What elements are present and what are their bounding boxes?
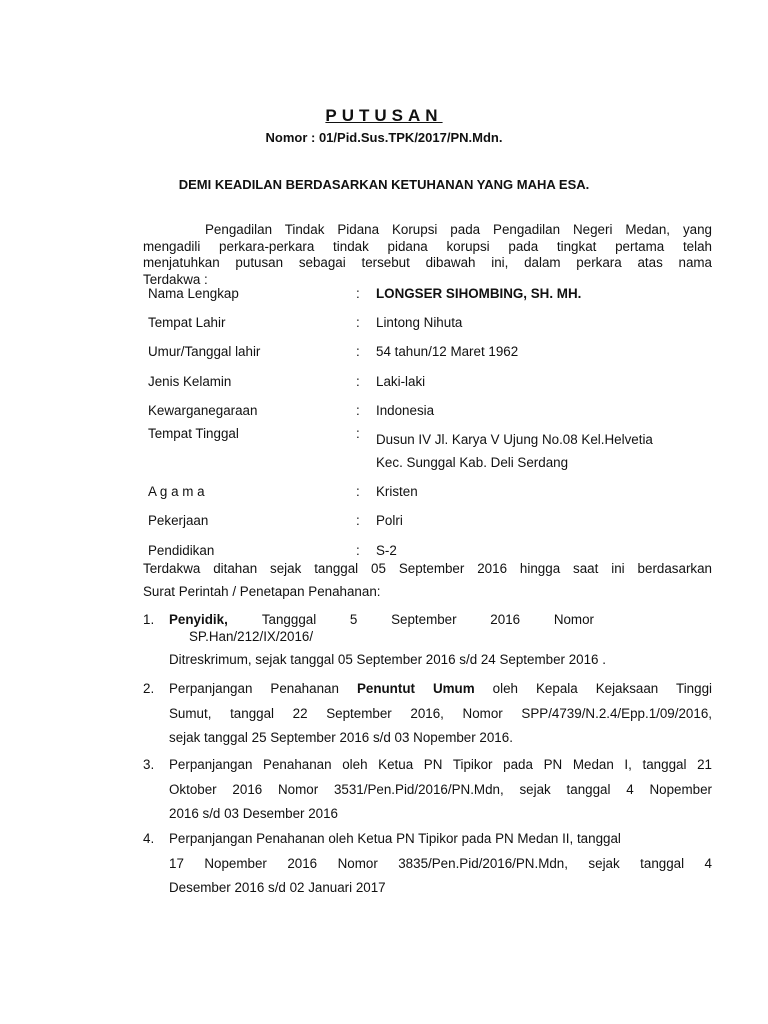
- identity-label-residence: Tempat Tinggal: [148, 426, 239, 441]
- list-item-3-line-3: 2016 s/d 03 Desember 2016: [169, 806, 338, 821]
- list-item-1-line-1: [169, 612, 594, 627]
- identity-value-religion: Kristen: [376, 484, 418, 499]
- list-item-3-line-2: Oktober 2016 Nomor 3531/Pen.Pid/2016/PN.Mdn, sejak tanggal 4 Nopember: [169, 781, 712, 797]
- identity-colon: :: [356, 403, 360, 418]
- identity-colon: :: [356, 513, 360, 528]
- list-item-2-line-3: sejak tanggal 25 September 2016 s/d 03 Nopember 2016.: [169, 730, 513, 745]
- identity-label-birthplace: Tempat Lahir: [148, 315, 226, 330]
- identity-value-nationality: Indonesia: [376, 403, 435, 418]
- identity-colon: :: [356, 315, 360, 330]
- list-item-4: [169, 827, 712, 901]
- list-item-2-post: oleh Kepala Kejaksaan Tinggi: [474, 681, 712, 696]
- list-item-1-line-3: Ditreskrimum, sejak tanggal 05 September 2016 s/d 24 September 2016 .: [169, 652, 606, 667]
- identity-colon: :: [356, 426, 360, 441]
- list-item-2-heading: Penuntut Umum: [356, 681, 475, 696]
- list-item-4-line-2: 17 Nopember 2016 Nomor 3835/Pen.Pid/2016/PN.Mdn, sejak tanggal 4: [169, 855, 712, 871]
- list-item-3: [169, 753, 712, 827]
- identity-value-birthplace: Lintong Nihuta: [376, 315, 463, 330]
- document-title: PUTUSAN: [325, 106, 443, 125]
- list-item-2-pre: Perpanjangan Penahanan: [169, 681, 357, 696]
- intro-line-2: mengadili perkara-perkara tindak pidana korupsi pada tingkat pertama telah: [143, 238, 712, 254]
- identity-label-nationality: Kewarganegaraan: [148, 403, 258, 418]
- identity-label-religion: A g a m a: [148, 484, 205, 499]
- intro-line-3: menjatuhkan putusan sebagai tersebut dibawah ini, dalam perkara atas nama: [143, 255, 712, 270]
- identity-colon: :: [356, 374, 360, 389]
- preamble-heading: DEMI KEADILAN BERDASARKAN KETUHANAN YANG MAHA ESA.: [178, 177, 590, 192]
- detention-line-1: Terdakwa ditahan sejak tanggal 05 September 2016 hingga saat ini berdasarkan: [143, 561, 712, 576]
- identity-label-age: Umur/Tanggal lahir: [148, 344, 261, 359]
- identity-value-name: LONGSER SIHOMBING, SH. MH.: [376, 286, 582, 301]
- list-item-1-heading: Penyidik,: [169, 612, 228, 627]
- list-item-3-line-1: Perpanjangan Penahanan oleh Ketua PN Tipikor pada PN Medan I, tanggal 21: [169, 757, 712, 772]
- identity-value-gender: Laki-laki: [376, 374, 426, 389]
- intro-paragraph: [143, 222, 712, 288]
- list-number: 4.: [143, 831, 155, 846]
- identity-value-occupation: Polri: [376, 513, 403, 528]
- identity-colon: :: [356, 344, 360, 359]
- list-item-4-line-3: Desember 2016 s/d 02 Januari 2017: [169, 880, 386, 895]
- detention-paragraph: [143, 557, 712, 603]
- list-number: 3.: [143, 757, 155, 772]
- detention-line-2: Surat Perintah / Penetapan Penahanan:: [143, 584, 381, 599]
- list-item-4-line-1: Perpanjangan Penahanan oleh Ketua PN Tipikor pada PN Medan II, tanggal: [169, 831, 621, 846]
- list-number: 2.: [143, 681, 155, 696]
- identity-value-age: 54 tahun/12 Maret 1962: [376, 344, 519, 359]
- list-item-2-line-2: Sumut, tanggal 22 September 2016, Nomor SPP/4739/N.2.4/Epp.1/09/2016,: [169, 705, 712, 721]
- list-number: 1.: [143, 612, 155, 627]
- list-item-1-line-2: SP.Han/212/IX/2016/: [189, 629, 314, 644]
- identity-label-gender: Jenis Kelamin: [148, 374, 232, 389]
- intro-line-4: Terdakwa :: [143, 271, 208, 287]
- identity-value-residence: Dusun IV Jl. Karya V Ujung No.08 Kel.Helvetia: [376, 432, 653, 447]
- identity-colon: :: [356, 286, 360, 301]
- identity-value-residence-2: Kec. Sunggal Kab. Deli Serdang: [376, 455, 569, 470]
- identity-colon: :: [356, 484, 360, 499]
- identity-label-name: Nama Lengkap: [148, 286, 239, 301]
- list-item-1-rest: Tangggal 5 September 2016 Nomor: [261, 612, 594, 627]
- identity-label-occupation: Pekerjaan: [148, 513, 209, 528]
- identity-colon: :: [356, 543, 360, 558]
- list-item-2: [169, 677, 712, 751]
- identity-value-education: S-2: [376, 543, 397, 558]
- identity-label-education: Pendidikan: [148, 543, 215, 558]
- case-number: Nomor : 01/Pid.Sus.TPK/2017/PN.Mdn.: [265, 130, 503, 145]
- intro-line-1: Pengadilan Tindak Pidana Korupsi pada Pengadilan Negeri Medan, yang: [205, 222, 712, 237]
